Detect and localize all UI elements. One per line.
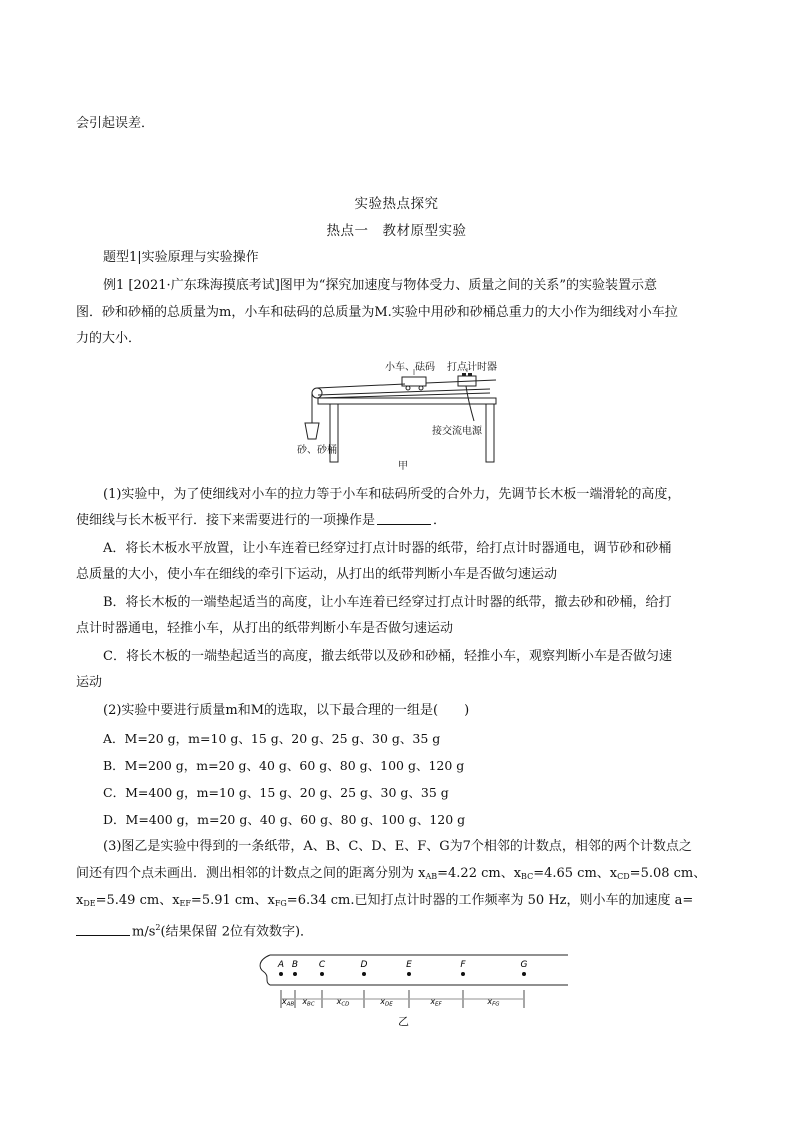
- example-line-1: 例1 [2021·广东珠海摸底考试]图甲为“探究加速度与物体受力、质量之间的关系”的实验装置示意: [103, 278, 658, 293]
- tape-point-dot: [362, 972, 366, 976]
- tape-point-dot: [320, 972, 324, 976]
- tape-point-label: A: [277, 960, 285, 970]
- q1-option-c-line-2: 运动: [76, 675, 103, 690]
- q1-line-2: 使细线与长木板平行．接下来需要进行的一项操作是 ．: [76, 513, 447, 528]
- q2-option-c: C．M=400 g，m=10 g、15 g、20 g、25 g、30 g、35 g: [103, 785, 449, 800]
- label-timer: 打点计时器: [447, 362, 497, 373]
- label-power: 接交流电源: [432, 426, 482, 437]
- tape-point-label: E: [406, 960, 412, 970]
- answer-blank-1[interactable]: [377, 512, 431, 525]
- tape-point-dot: [293, 972, 297, 976]
- q3-line-4: $m/s^2$(结果保留 2位有效数字)．: [76, 919, 313, 941]
- subsection-title: 热点一 教材原型实验: [326, 223, 467, 239]
- figure-b-caption: 乙: [398, 1015, 409, 1028]
- example-line-3: 力的大小．: [76, 331, 142, 346]
- tape-point-dot: [407, 972, 411, 976]
- section-title: 实验热点探究: [354, 196, 439, 212]
- q2-stem: (2)实验中要进行质量m和M的选取，以下最合理的一组是( ): [103, 703, 470, 718]
- tape-point-label: D: [360, 960, 368, 970]
- problem-type-label: 题型1|实验原理与实验操作: [103, 250, 259, 265]
- label-cart: 小车、砝码: [385, 362, 435, 373]
- q3-line-1: (3)图乙是实验中得到的一条纸带，A、B、C、D、E、F、G为7个相邻的计数点，相邻的两个计数点之: [103, 839, 692, 854]
- q2-option-d: D．M=400 g，m=20 g、40 g、60 g、80 g、100 g、120 g: [103, 812, 466, 827]
- intro-tail-text: 会引起误差．: [76, 116, 155, 131]
- q2-option-a: A．M=20 g，m=10 g、15 g、20 g、25 g、30 g、35 g: [103, 731, 441, 746]
- tape-segment-label: xEF: [430, 997, 442, 1008]
- tape-segment-label: xCD: [336, 997, 350, 1008]
- figure-a-caption: 甲: [398, 461, 408, 472]
- tape-segment-label: xAB: [281, 997, 295, 1008]
- q1-option-b-line-1: B．将长木板的一端垫起适当的高度，让小车连着已经穿过打点计时器的纸带，撤去砂和砂桶，给打: [103, 595, 672, 610]
- tape-point-label: B: [291, 960, 299, 970]
- tape-point-dot: [522, 972, 526, 976]
- example-line-2: 图．砂和砂桶的总质量为m，小车和砝码的总质量为M.实验中用砂和砂桶总重力的大小作为细线对小车拉: [76, 305, 678, 320]
- q1-line-1: (1)实验中，为了使细线对小车的拉力等于小车和砝码所受的合外力，先调节长木板一端滑轮的高度，: [103, 487, 681, 502]
- q3-line-3: $x_{DE}=5.49$ cm、$x_{EF}=5.91$ cm、$x_{FG}=6.34$ cm.已知打点计时器的工作频率为 50 Hz，则小车的加速度 a=: [76, 893, 694, 908]
- tape-point-label: C: [318, 960, 326, 970]
- tape-segment-label: xDE: [380, 997, 393, 1008]
- tape-point-label: F: [460, 960, 466, 970]
- q1-option-c-line-1: C．将长木板的一端垫起适当的高度，撤去纸带以及砂和砂桶，轻推小车，观察判断小车是否做匀速: [103, 649, 672, 664]
- q1-option-a-line-1: A．将长木板水平放置，让小车连着已经穿过打点计时器的纸带，给打点计时器通电，调节砂和砂桶: [103, 541, 672, 556]
- figure-paper-tape: [250, 950, 575, 1012]
- tape-segment-label: xFG: [487, 997, 500, 1008]
- q3-line-2: 间还有四个点未画出．测出相邻的计数点之间的距离分别为 $x_{AB}=4.22$ cm、$x_{BC}=4.65$ cm、$x_{CD}=5.08$ cm、: [76, 866, 707, 881]
- label-bucket: 砂、砂桶: [297, 445, 337, 456]
- q1-option-a-line-2: 总质量的大小，使小车在细线的牵引下运动，从打出的纸带判断小车是否做匀速运动: [76, 567, 558, 582]
- answer-blank-2[interactable]: [76, 923, 130, 936]
- tape-point-label: G: [520, 960, 528, 970]
- tape-segment-label: xBC: [302, 997, 315, 1008]
- tape-point-dot: [279, 972, 283, 976]
- q1-option-b-line-2: 点计时器通电，轻推小车，从打出的纸带判断小车是否做匀速运动: [76, 621, 454, 636]
- tape-point-dot: [461, 972, 465, 976]
- q2-option-b: B．M=200 g，m=20 g、40 g、60 g、80 g、100 g、120 g: [103, 758, 465, 773]
